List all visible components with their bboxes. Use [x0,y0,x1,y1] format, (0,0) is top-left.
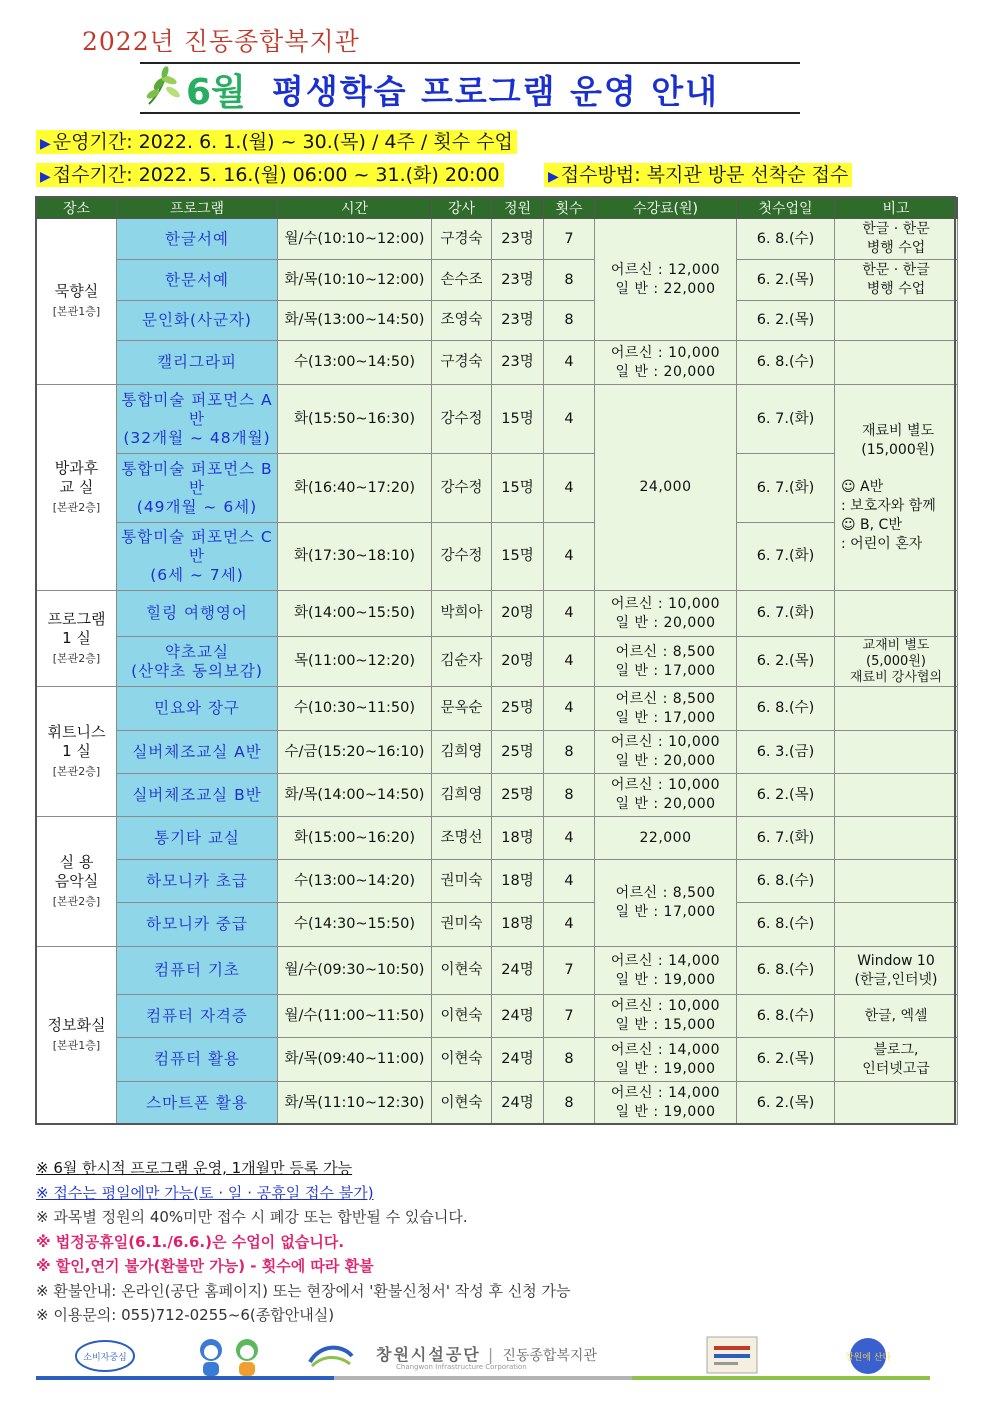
note [835,637,958,687]
program-line: (6세 ~ 7세) [150,566,244,584]
capacity: 18명 [492,903,544,947]
note [835,731,958,774]
note [835,860,958,903]
place-name: 휘트니스 [47,722,106,741]
first-class: 6. 8.(수) [737,219,835,260]
teacher: 이현숙 [432,1038,492,1082]
place-floor: [본관2층] [52,894,101,908]
place-name: 실 용 [59,852,94,871]
fee-senior: 어르신 : 10,000 [610,344,721,361]
title-rule-bottom [140,112,800,114]
table-row [37,1038,958,1082]
fee-general: 일 반 : 19,000 [615,1060,716,1077]
first-class: 6. 7.(화) [737,454,835,523]
capacity: 24명 [492,995,544,1038]
city-slogan-logo [844,1336,892,1376]
capacity: 24명 [492,1082,544,1125]
notice-item: ※ 접수는 평일에만 가능(토 · 일 · 공휴일 접수 불가) [36,1183,374,1202]
program-name [117,454,278,523]
table-row [37,523,958,591]
note-line: : 보호자와 함께 [841,497,936,514]
first-class: 6. 3.(금) [737,731,835,774]
notice-item: ※ 법정공휴일(6.1./6.6.)은 수업이 없습니다. [36,1232,345,1251]
method-info [544,163,852,187]
capacity: 25명 [492,687,544,731]
note-line: : 어린이 혼자 [841,535,923,552]
note [835,219,958,260]
first-class: 6. 8.(수) [737,995,835,1038]
program-name [117,523,278,591]
registration-text: 접수기간: 2022. 5. 16.(월) 06:00 ~ 31.(화) 20:00 [52,164,500,186]
time: 수(10:30~11:50) [278,687,432,731]
capacity: 23명 [492,301,544,341]
city-slogan-text: 창원에 산다 [844,1353,892,1363]
certificate-icon [706,1336,758,1374]
first-class: 6. 7.(화) [737,385,835,454]
count: 4 [544,591,595,637]
table-row [37,687,958,731]
count: 4 [544,860,595,903]
notice-item: ※ 과목별 정원의 40%미만 접수 시 폐강 또는 합반될 수 있습니다. [36,1208,468,1226]
place-name: 정보화실 [47,1016,106,1034]
teacher: 권미숙 [432,860,492,903]
place-name: 묵향실 [54,282,99,300]
program-name: 하모니카 중급 [117,903,278,947]
teacher: 김희영 [432,731,492,774]
fee-general: 일 반 : 20,000 [615,363,716,380]
teacher: 조영숙 [432,301,492,341]
note [835,947,958,995]
capacity: 18명 [492,817,544,860]
place-floor: [본관1층] [52,1039,101,1052]
teacher: 강수정 [432,523,492,591]
capacity: 24명 [492,947,544,995]
first-class: 6. 7.(화) [737,591,835,637]
fee [595,731,737,774]
table-row [37,260,958,301]
program-name: 한문서예 [117,260,278,301]
place-name: 음악실 [54,871,99,890]
place-name: 1 실 [62,741,91,760]
count: 8 [544,1082,595,1125]
consumer-logo-text: 소비자중심 [83,1353,127,1363]
footer-bar-green [632,1376,930,1380]
note [835,687,958,731]
note-line: (5,000원) [866,653,926,669]
table-row [37,454,958,523]
teacher: 권미숙 [432,903,492,947]
note-merged [835,385,958,591]
table-row [37,817,958,860]
table-header-row [37,198,958,219]
notice-list [36,1156,570,1328]
fee [595,341,737,385]
corporation-name-text: 창원시설공단 [376,1345,481,1364]
program-name: 컴퓨터 자격증 [117,995,278,1038]
program-line: (산약초 동의보감) [131,661,263,680]
col-fee: 수강료(원) [595,198,737,219]
count: 8 [544,301,595,341]
count: 4 [544,385,595,454]
place-name: 프로그램 [47,609,106,628]
capacity: 18명 [492,860,544,903]
first-class: 6. 8.(수) [737,947,835,995]
triangle-right-icon: ▶ [40,169,51,185]
time: 수(13:00~14:20) [278,860,432,903]
time: 수(14:30~15:50) [278,903,432,947]
capacity: 15명 [492,454,544,523]
time: 화(14:00~15:50) [278,591,432,637]
note-line: 재료비 별도 [861,422,935,439]
program-line: (49개월 ~ 6세) [136,497,258,516]
note [835,591,958,637]
first-class: 6. 7.(화) [737,817,835,860]
count: 4 [544,637,595,687]
first-class: 6. 2.(목) [737,1038,835,1082]
capacity: 24명 [492,1038,544,1082]
col-program: 프로그램 [117,198,278,219]
teacher: 이현숙 [432,995,492,1038]
place-floor: [본관2층] [52,764,101,778]
program-name: 실버체조교실 A반 [117,731,278,774]
capacity: 23명 [492,260,544,301]
triangle-right-icon: ▶ [40,136,51,152]
table-row [37,301,958,341]
fee [595,591,737,637]
teacher: 구경숙 [432,219,492,260]
program-name [117,385,278,454]
fee-senior: 어르신 : 10,000 [610,777,721,793]
corporation-name: 창원시설공단 | 진동종합복지관 [376,1345,597,1364]
fee [595,637,737,687]
teacher: 이현숙 [432,947,492,995]
fee-general: 일 반 : 19,000 [615,1104,716,1120]
fee [595,995,737,1038]
col-note: 비고 [835,198,958,219]
capacity: 23명 [492,341,544,385]
first-class: 6. 8.(수) [737,860,835,903]
fee-general: 일 반 : 20,000 [615,796,716,812]
fee [595,1082,737,1125]
teacher: 강수정 [432,454,492,523]
note-line: 재료비 강사협의 [849,669,943,685]
time: 화(15:00~16:20) [278,817,432,860]
note-line: 한글 · 한문 [862,221,930,237]
fee-general: 일 반 : 19,000 [615,971,716,988]
note [835,1038,958,1082]
time: 목(11:00~12:20) [278,637,432,687]
fee-merged: 24,000 [595,385,737,591]
note-line: 한문 · 한글 [862,262,930,278]
fee-general: 일 반 : 17,000 [615,662,716,679]
program-name: 컴퓨터 활용 [117,1038,278,1082]
note [835,341,958,385]
note-line: 교재비 별도 [862,637,930,653]
place-music-room [37,817,117,947]
place-name: 교 실 [59,477,94,496]
notice-item: ※ 환불안내: 온라인(공단 홈페이지) 또는 현장에서 '환불신청서' 작성 후 신청 가능 [36,1281,571,1300]
place-floor: [본관1층] [52,305,101,318]
program-name: 하모니카 초급 [117,860,278,903]
count: 4 [544,817,595,860]
fee-general: 일 반 : 20,000 [615,614,716,631]
note: 한글, 엑셀 [835,995,958,1038]
capacity: 20명 [492,591,544,637]
fee-senior: 어르신 : 8,500 [615,690,716,707]
method-text: 접수방법: 복지관 방문 선착순 접수 [560,164,849,186]
corporation-emblem-icon [306,1342,356,1370]
place-fitness [37,687,117,817]
table-row [37,903,958,947]
period-info [36,130,517,154]
first-class: 6. 8.(수) [737,341,835,385]
count: 4 [544,523,595,591]
first-class: 6. 8.(수) [737,687,835,731]
fee-senior: 어르신 : 10,000 [610,998,721,1014]
count: 7 [544,995,595,1038]
col-first-class: 첫수업일 [737,198,835,219]
time: 화/목(09:40~11:00) [278,1038,432,1082]
time: 월/수(10:10~12:00) [278,219,432,260]
note [835,774,958,817]
place-mukhyang [37,219,117,385]
count: 4 [544,454,595,523]
capacity: 23명 [492,219,544,260]
teacher: 손수조 [432,260,492,301]
time: 수(13:00~14:50) [278,341,432,385]
teacher: 김희영 [432,774,492,817]
col-time: 시간 [278,198,432,219]
place-computer-room [37,947,117,1125]
col-teacher: 강사 [432,198,492,219]
table-row [37,731,958,774]
place-floor: [본관2층] [52,651,101,665]
footer-bar-blue [36,1376,334,1380]
count: 8 [544,731,595,774]
time: 월/수(11:00~11:50) [278,995,432,1038]
table-row [37,1082,958,1125]
program-name: 컴퓨터 기초 [117,947,278,995]
time: 화/목(10:10~12:00) [278,260,432,301]
col-capacity: 정원 [492,198,544,219]
program-name: 문인화(사군자) [117,301,278,341]
program-name [117,637,278,687]
teacher: 박희아 [432,591,492,637]
note [835,903,958,947]
teacher: 강수정 [432,385,492,454]
fee-senior: 어르신 : 12,000 [610,261,721,278]
table-row [37,860,958,903]
period-text: 운영기간: 2022. 6. 1.(월) ~ 30.(목) / 4주 / 횟수 수업 [52,131,513,153]
notice-item: ※ 할인,연기 불가(환불만 가능) - 횟수에 따라 환불 [36,1257,374,1275]
time: 화/목(13:00~14:50) [278,301,432,341]
place-name: 1 실 [62,628,91,647]
fee-general: 일 반 : 17,000 [615,904,716,920]
program-name: 통기타 교실 [117,817,278,860]
time: 화(15:50~16:30) [278,385,432,454]
note [835,1082,958,1125]
notice-item: ※ 이용문의: 055)712-0255~6(종합안내실) [36,1306,335,1324]
first-class: 6. 2.(목) [737,774,835,817]
fee-general: 일 반 : 22,000 [615,280,716,297]
first-class: 6. 2.(목) [737,260,835,301]
teacher: 문옥순 [432,687,492,731]
capacity: 15명 [492,385,544,454]
title-month: 6월 [186,72,246,113]
fee [595,947,737,995]
table-row [37,637,958,687]
fee-senior: 어르신 : 14,000 [610,1085,721,1101]
fee-merged [595,219,737,341]
table-row [37,219,958,260]
fee-senior: 어르신 : 14,000 [610,1041,721,1058]
fee [595,774,737,817]
fee-general: 일 반 : 15,000 [615,1017,716,1033]
note-line: (15,000원) [861,441,935,458]
registration-info [36,163,504,187]
first-class: 6. 8.(수) [737,903,835,947]
count: 7 [544,219,595,260]
org-title: 2022년 진동종합복지관 [82,27,360,56]
teacher: 조명선 [432,817,492,860]
place-floor: [본관2층] [52,500,101,514]
fee-senior: 어르신 : 8,500 [615,643,716,660]
capacity: 25명 [492,774,544,817]
fee [595,1038,737,1082]
program-line: 통합미술 퍼포먼스 A반 [121,390,273,428]
note-line: 인터넷고급 [862,1060,930,1077]
note [835,817,958,860]
mascot-icon [191,1336,271,1378]
count: 8 [544,260,595,301]
note-line: 병행 수업 [866,240,926,256]
leaf-icon [143,66,191,108]
table-row [37,995,958,1038]
program-line: 통합미술 퍼포먼스 C반 [121,528,273,565]
schedule-table [36,197,958,1125]
fee [595,687,737,731]
count: 8 [544,1038,595,1082]
fee-senior: 어르신 : 10,000 [610,595,721,612]
count: 4 [544,341,595,385]
note [835,301,958,341]
col-count: 횟수 [544,198,595,219]
col-place: 장소 [37,198,117,219]
first-class: 6. 7.(화) [737,523,835,591]
table-row [37,774,958,817]
count: 8 [544,774,595,817]
teacher: 김순자 [432,637,492,687]
time: 수/금(15:20~16:10) [278,731,432,774]
note [835,260,958,301]
program-name: 스마트폰 활용 [117,1082,278,1125]
note-line: Window 10 [857,952,935,969]
table-row [37,947,958,995]
notice-item: ※ 6월 한시적 프로그램 운영, 1개월만 등록 가능 [36,1159,353,1177]
fee-general: 일 반 : 20,000 [615,753,716,769]
place-after-school [37,385,117,591]
fee-merged [595,860,737,947]
time: 화(16:40~17:20) [278,454,432,523]
capacity: 20명 [492,637,544,687]
table-row [37,341,958,385]
fee-senior: 어르신 : 10,000 [610,734,721,750]
fee: 22,000 [595,817,737,860]
program-line: (32개월 ~ 48개월) [123,428,271,447]
place-program-room [37,591,117,687]
time: 화/목(11:10~12:30) [278,1082,432,1125]
time: 월/수(09:30~10:50) [278,947,432,995]
center-name-text: 진동종합복지관 [502,1348,597,1364]
capacity: 25명 [492,731,544,774]
time: 화(17:30~18:10) [278,523,432,591]
program-line: 통합미술 퍼포먼스 B반 [121,459,273,497]
program-name: 실버체조교실 B반 [117,774,278,817]
note-line: 병행 수업 [866,281,926,297]
teacher: 구경숙 [432,341,492,385]
triangle-right-icon: ▶ [548,169,559,185]
corporation-english: Changwon Infrastructure Corporation [396,1363,527,1371]
consumer-centered-logo [74,1338,136,1374]
first-class: 6. 2.(목) [737,637,835,687]
first-class: 6. 2.(목) [737,301,835,341]
count: 4 [544,903,595,947]
table-row [37,591,958,637]
footer-bar-gray [334,1376,632,1380]
program-line: 약초교실 [165,642,229,661]
count: 4 [544,687,595,731]
time: 화/목(14:00~14:50) [278,774,432,817]
fee-senior: 어르신 : 14,000 [610,952,721,969]
table-row [37,385,958,454]
capacity: 15명 [492,523,544,591]
page-title: 평생학습 프로그램 운영 안내 [272,72,720,111]
note-line: 블로그, [873,1041,919,1058]
fee-senior: 어르신 : 8,500 [615,885,716,901]
note-line: ☺ A반 [841,478,884,495]
count: 7 [544,947,595,995]
place-name: 방과후 [54,458,99,477]
program-name: 캘리그라피 [117,341,278,385]
fee-general: 일 반 : 17,000 [615,709,716,726]
first-class: 6. 2.(목) [737,1082,835,1125]
note-line: (한글,인터넷) [854,971,938,988]
teacher: 이현숙 [432,1082,492,1125]
note-line: ☺ B, C반 [841,516,902,533]
program-name: 한글서예 [117,219,278,260]
program-name: 민요와 장구 [117,687,278,731]
program-name: 힐링 여행영어 [117,591,278,637]
